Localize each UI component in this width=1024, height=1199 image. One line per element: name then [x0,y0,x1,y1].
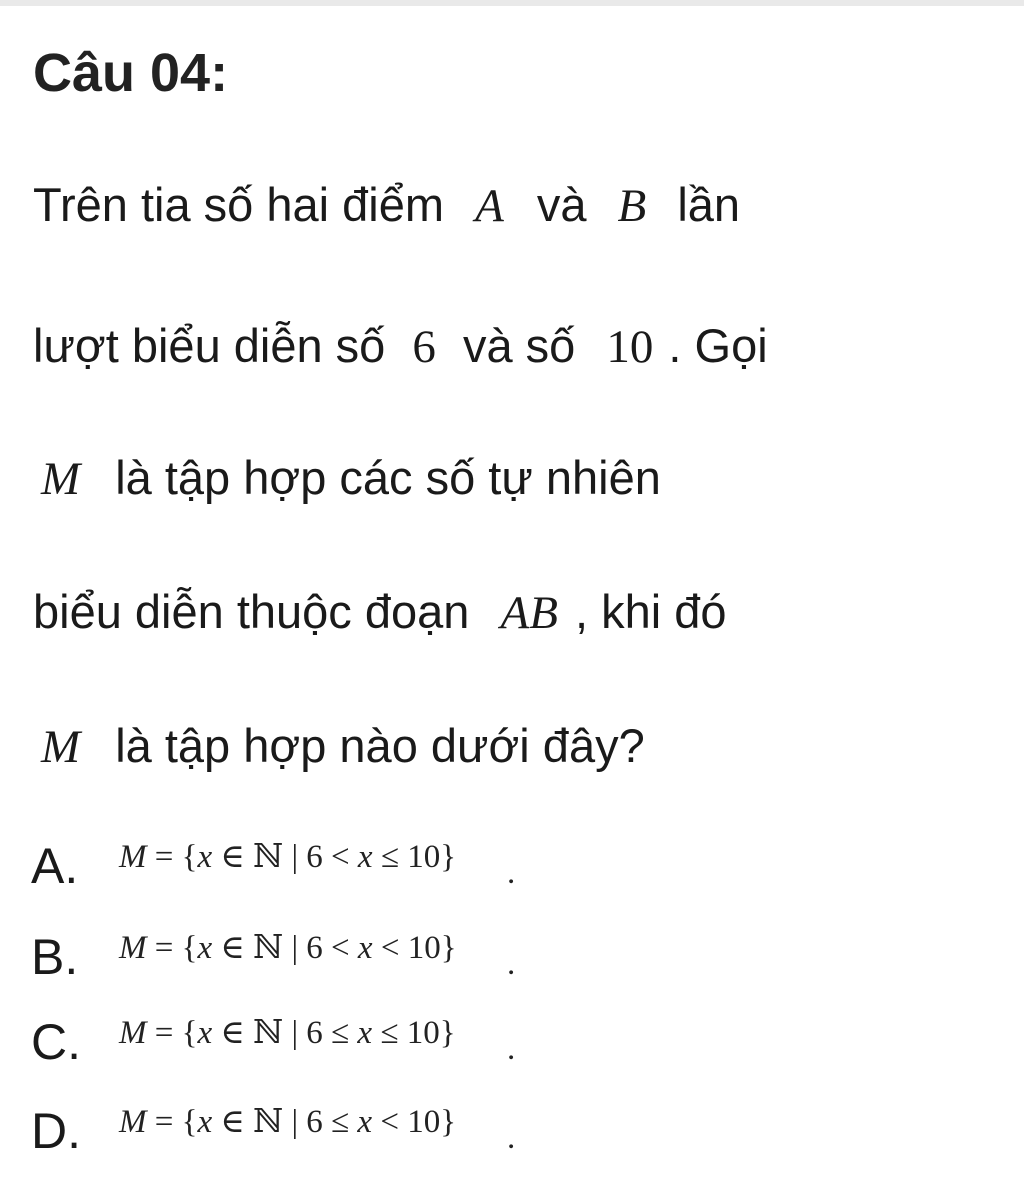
option-period: . [507,946,516,982]
number-10: 10 [606,321,654,373]
question-line-1 [33,173,740,238]
option-letter: B. [31,929,79,985]
question-line-2 [33,314,768,379]
option-period: . [507,1031,516,1067]
question-text: và [536,178,587,231]
question-text: , khi đó [574,585,727,638]
option-formula: M = {x ∈ ℕ | 6 < x ≤ 10} [119,839,457,875]
point-a: A [475,180,504,232]
option-letter: C. [31,1014,81,1070]
question-text: là tập hợp các số tự nhiên [115,451,661,504]
top-divider [0,0,1024,6]
option-formula: M = {x ∈ ℕ | 6 < x < 10} [119,930,457,966]
number-6: 6 [412,321,436,373]
option-formula: M = {x ∈ ℕ | 6 ≤ x < 10} [119,1104,457,1140]
point-b: B [617,180,647,232]
question-text: là tập hợp nào dưới đây? [115,719,645,772]
question-line-3 [33,446,661,511]
question-title: Câu 04: [33,43,229,103]
question-text: lượt biểu diễn số [33,319,386,372]
question-text: lần [677,178,741,231]
question-text: và số [462,319,576,372]
set-m: M [41,721,81,773]
question-line-5 [33,714,645,779]
segment-ab: AB [500,587,558,639]
option-formula: M = {x ∈ ℕ | 6 ≤ x ≤ 10} [119,1015,456,1051]
option-letter: D. [31,1103,81,1159]
set-m: M [41,453,81,505]
question-text: biểu diễn thuộc đoạn [33,585,470,638]
option-letter: A. [31,838,79,894]
question-text: Trên tia số hai điểm [33,178,444,231]
question-line-4 [33,580,727,645]
question-text: . Gọi [668,319,768,372]
option-period: . [507,1120,516,1156]
option-period: . [507,855,516,891]
